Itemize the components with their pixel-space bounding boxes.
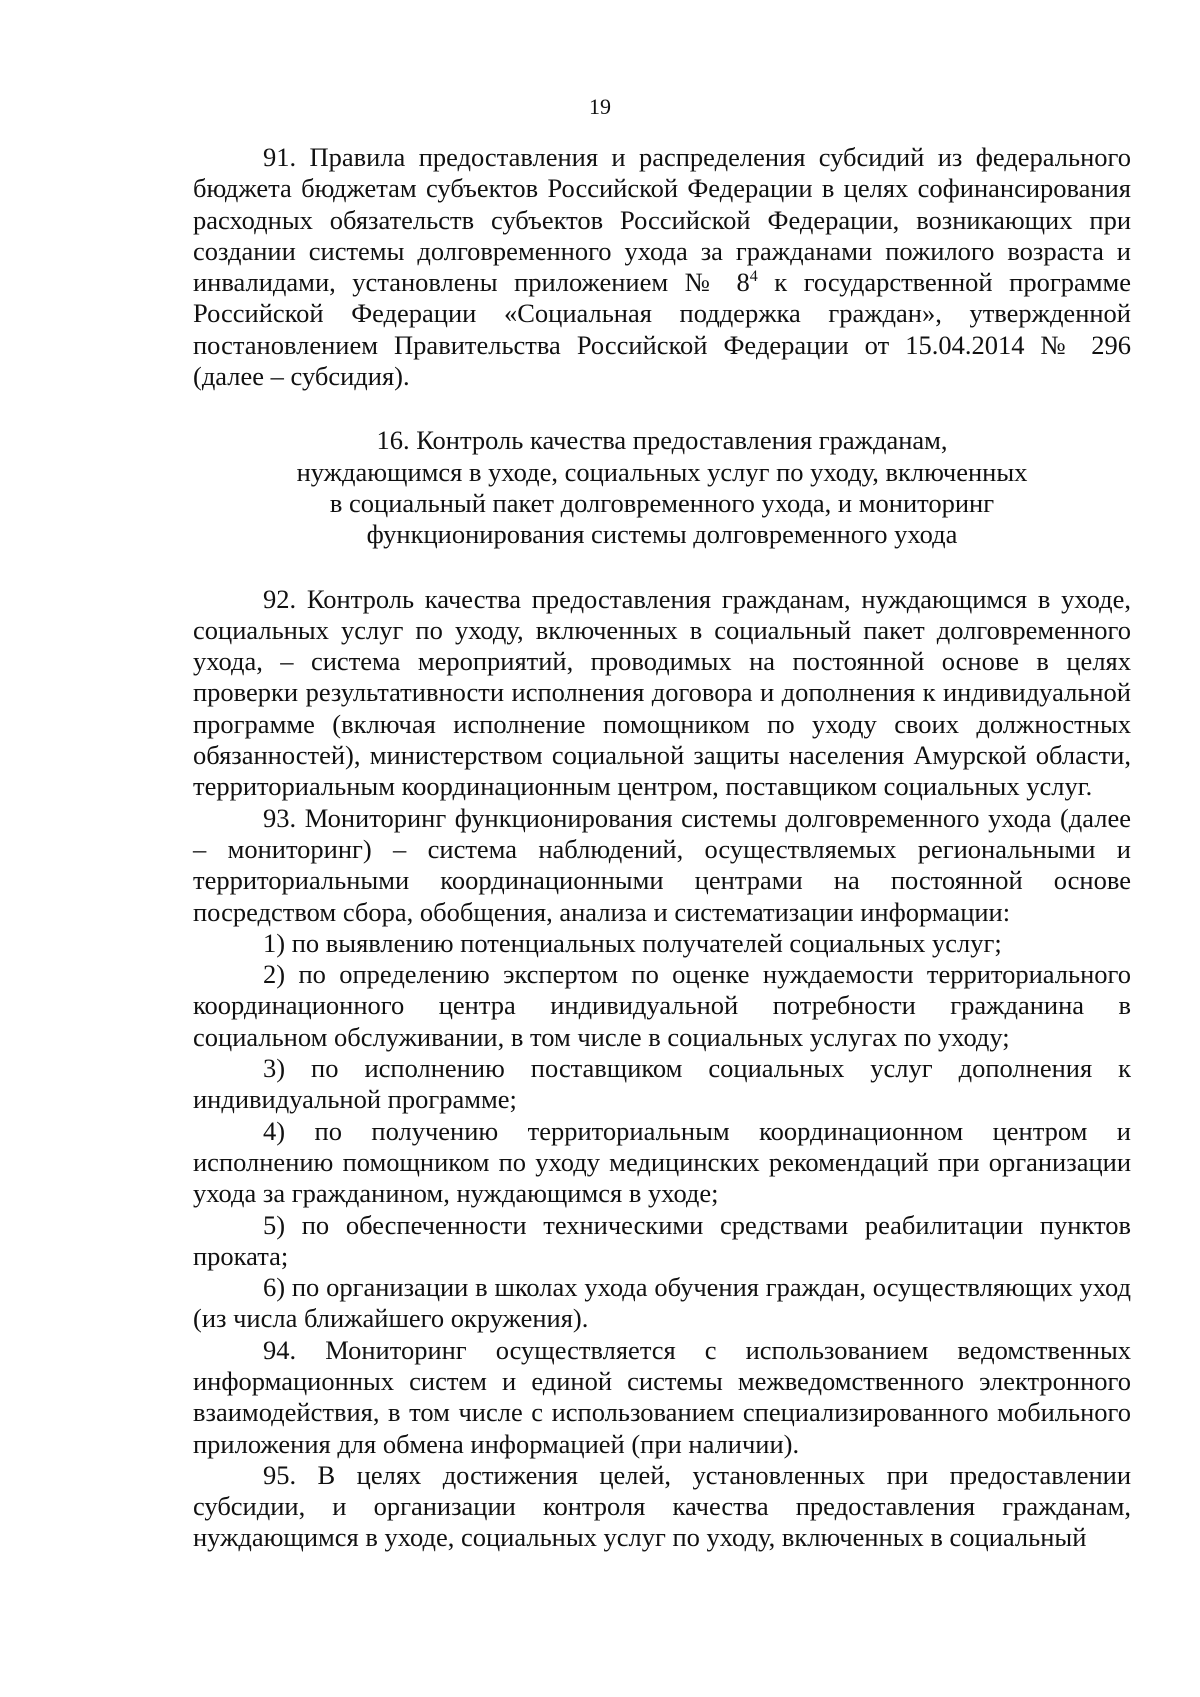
paragraph-91-text: 91. Правила предоставления и распределения субсидий из федерального бюджета бюджетам субъектов Российской Федерации в целях софинансирования расходных обязательств субъектов Российской Федерации, возникающих при создании системы долговременного ухода за гражданами пожилого возраста и инвалидами, установлены приложением № 8 — [193, 142, 1131, 298]
section-heading-line: нуждающимся в уходе, социальных услуг по уходу, включенных — [296, 456, 1028, 487]
section-heading-line: в социальный пакет долговременного ухода, и мониторинг — [329, 487, 995, 518]
section-heading — [193, 425, 1131, 550]
page-number: 19 — [589, 94, 611, 119]
list-item-6: 6) по организации в школах ухода обучения граждан, осуществляющих уход (из числа ближайшего окружения). — [193, 1272, 1131, 1334]
paragraph-94: 94. Мониторинг осуществляется с использованием ведомственных информационных систем и единой системы межведомственного электронного взаимодействия, в том числе с использованием специализированного мобильного приложения для обмена информацией (при наличии). — [193, 1334, 1131, 1459]
section-heading-line: 16. Контроль качества предоставления гражданам, — [376, 425, 948, 456]
list-item-5: 5) по обеспеченности техническими средствами реабилитации пунктов проката; — [193, 1209, 1131, 1271]
paragraph-95: 95. В целях достижения целей, установленных при предоставлении субсидии, и организации контроля качества предоставления гражданам, нуждающимся в уходе, социальных услуг по уходу, включенных в социальный — [193, 1459, 1131, 1553]
paragraph-91 — [193, 142, 1131, 392]
paragraph-91-text-cont: к государственной программе Российской Федерации «Социальная поддержка граждан», утвержденной постановлением Правительства Российской Федерации от 15.04.2014 № 296 (далее – субсидия). — [193, 267, 1132, 392]
document-body — [193, 142, 1131, 1554]
paragraph-93: 93. Мониторинг функционирования системы долговременного ухода (далее – мониторинг) – система наблюдений, осуществляемых региональными и территориальными координационными центрами на постоянной основе посредством сбора, обобщения, анализа и систематизации информации: — [193, 802, 1131, 927]
list-item-1: 1) по выявлению потенциальных получателей социальных услуг; — [263, 927, 1002, 958]
list-item-4: 4) по получению территориальным координационном центром и исполнению помощником по уходу медицинских рекомендаций при организации ухода за гражданином, нуждающимся в уходе; — [193, 1115, 1131, 1209]
list-item-3: 3) по исполнению поставщиком социальных услуг дополнения к индивидуальной программе; — [193, 1053, 1131, 1115]
superscript-4: 4 — [749, 268, 758, 286]
list-item-2: 2) по определению экспертом по оценке нуждаемости территориального координационного центра индивидуальной потребности гражданина в социальном обслуживании, в том числе в социальных услугах по уходу; — [193, 959, 1131, 1052]
section-heading-line: функционирования системы долговременного ухода — [366, 519, 958, 550]
paragraph-92: 92. Контроль качества предоставления гражданам, нуждающимся в уходе, социальных услуг по уходу, включенных в социальный пакет долговременного ухода, – система мероприятий, проводимых на постоянной основе в целях проверки результативности исполнения договора и дополнения к индивидуальной программе (включая исполнение помощником по уходу своих должностных обязанностей), министерством социальной защиты населения Амурской области, территориальным координационным центром, поставщиком социальных услуг. — [193, 583, 1131, 802]
